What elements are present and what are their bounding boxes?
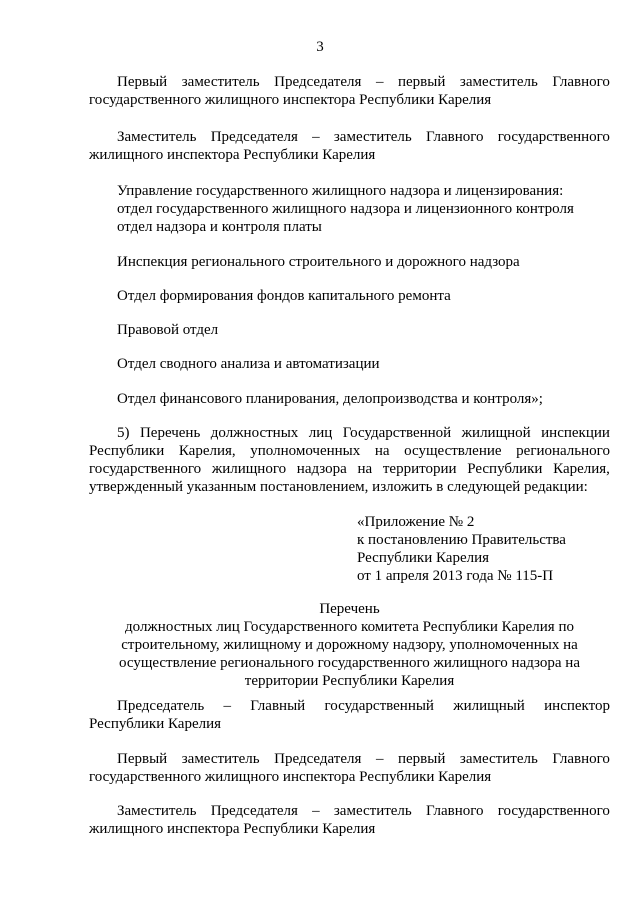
word: Государственной	[342, 425, 452, 441]
word: Карелия,	[178, 443, 236, 459]
item5-line4: утвержденный указанным постановлением, изложить в следующей редакции:	[89, 479, 588, 495]
appendix-line3: Республики Карелия	[357, 550, 490, 566]
word: лиц	[308, 425, 333, 441]
word: Республики	[89, 443, 165, 459]
word: Заместитель	[117, 129, 197, 145]
word: –	[375, 751, 384, 767]
deputy-top-line1	[117, 128, 610, 146]
appendix-line4: от 1 апреля 2013 года № 115-П	[357, 568, 554, 584]
chairman-line2: Республики Карелия	[89, 716, 222, 732]
word: Первый	[117, 74, 168, 90]
item5-line3	[89, 460, 610, 478]
word: жилищный	[453, 698, 525, 714]
word: 5)	[117, 425, 130, 441]
word: заместитель	[181, 74, 260, 90]
word: заместитель	[459, 74, 538, 90]
word: первый	[398, 751, 446, 767]
word: территории	[382, 461, 457, 477]
word: должностных	[210, 425, 299, 441]
word: –	[312, 129, 320, 145]
item5-line2	[89, 442, 610, 460]
word: Карелия,	[553, 461, 610, 477]
word: регионального	[516, 443, 610, 459]
word: Первый	[117, 751, 168, 767]
first-deputy-bottom-line2: государственного жилищного инспектора Республики Карелия	[89, 769, 492, 785]
deputy-bottom-line1	[117, 802, 610, 820]
list-title-line1: Перечень	[319, 601, 380, 617]
word: Председателя	[210, 129, 298, 145]
word: осуществление	[404, 443, 502, 459]
list-title-line5: территории Республики Карелия	[244, 673, 455, 689]
chairman-line1	[117, 697, 610, 715]
word: Главного	[552, 74, 610, 90]
word: заместитель	[333, 129, 412, 145]
department-housing-line1: Управление государственного жилищного надзора и лицензирования:	[117, 183, 564, 199]
first-deputy-top-line2: государственного жилищного инспектора Республики Карелия	[89, 92, 492, 108]
list-title-line4: осуществление регионального государственного жилищного надзора на	[118, 655, 580, 671]
department-finance-entry: Отдел финансового планирования, делопроизводства и контроля»;	[117, 391, 543, 407]
word: государственного	[497, 803, 610, 819]
first-deputy-top-line1	[117, 73, 610, 91]
list-title-line3: строительному, жилищному и дорожному надзору, уполномоченных на	[121, 637, 578, 653]
word: государственного	[497, 129, 610, 145]
word: на	[357, 461, 373, 477]
word: –	[375, 74, 384, 90]
word: Заместитель	[117, 803, 197, 819]
first-deputy-bottom-line1	[117, 750, 610, 768]
word: Главный	[250, 698, 306, 714]
word: жилищного	[211, 461, 287, 477]
inspection-entry: Инспекция регионального строительного и дорожного надзора	[117, 254, 520, 270]
legal-department-entry: Правовой отдел	[117, 322, 219, 338]
word: –	[223, 698, 231, 714]
word: –	[312, 803, 320, 819]
word: государственного	[89, 461, 202, 477]
word: Главного	[425, 803, 484, 819]
word: заместитель	[181, 751, 260, 767]
item5-line1	[117, 424, 610, 442]
deputy-top-line2: жилищного инспектора Республики Карелия	[89, 147, 376, 163]
word: жилищной	[461, 425, 531, 441]
word: государственный	[324, 698, 434, 714]
word: Председателя	[274, 751, 362, 767]
word: инспектор	[544, 698, 610, 714]
word: инспекции	[541, 425, 610, 441]
word: Перечень	[139, 425, 201, 441]
word: первый	[398, 74, 446, 90]
department-funds-entry: Отдел формирования фондов капитального ремонта	[117, 288, 451, 304]
word: Главного	[552, 751, 610, 767]
word: Председателя	[210, 803, 298, 819]
department-housing-line3: отдел надзора и контроля платы	[117, 219, 322, 235]
list-title-line2: должностных лиц Государственного комитета Республики Карелия по	[125, 619, 574, 635]
word: заместитель	[459, 751, 538, 767]
appendix-line1: «Приложение № 2	[357, 514, 475, 530]
word: Председатель	[117, 698, 205, 714]
word: на	[374, 443, 390, 459]
word: заместитель	[333, 803, 412, 819]
department-housing-line2: отдел государственного жилищного надзора и лицензионного контроля	[117, 201, 574, 217]
word: Главного	[425, 129, 484, 145]
page-number: 3	[316, 39, 324, 55]
word: уполномоченных	[250, 443, 361, 459]
word: Председателя	[274, 74, 362, 90]
department-analysis-entry: Отдел сводного анализа и автоматизации	[117, 356, 380, 372]
deputy-bottom-line2: жилищного инспектора Республики Карелия	[89, 821, 376, 837]
appendix-line2: к постановлению Правительства	[357, 532, 566, 548]
word: Республики	[467, 461, 543, 477]
word: надзора	[296, 461, 347, 477]
